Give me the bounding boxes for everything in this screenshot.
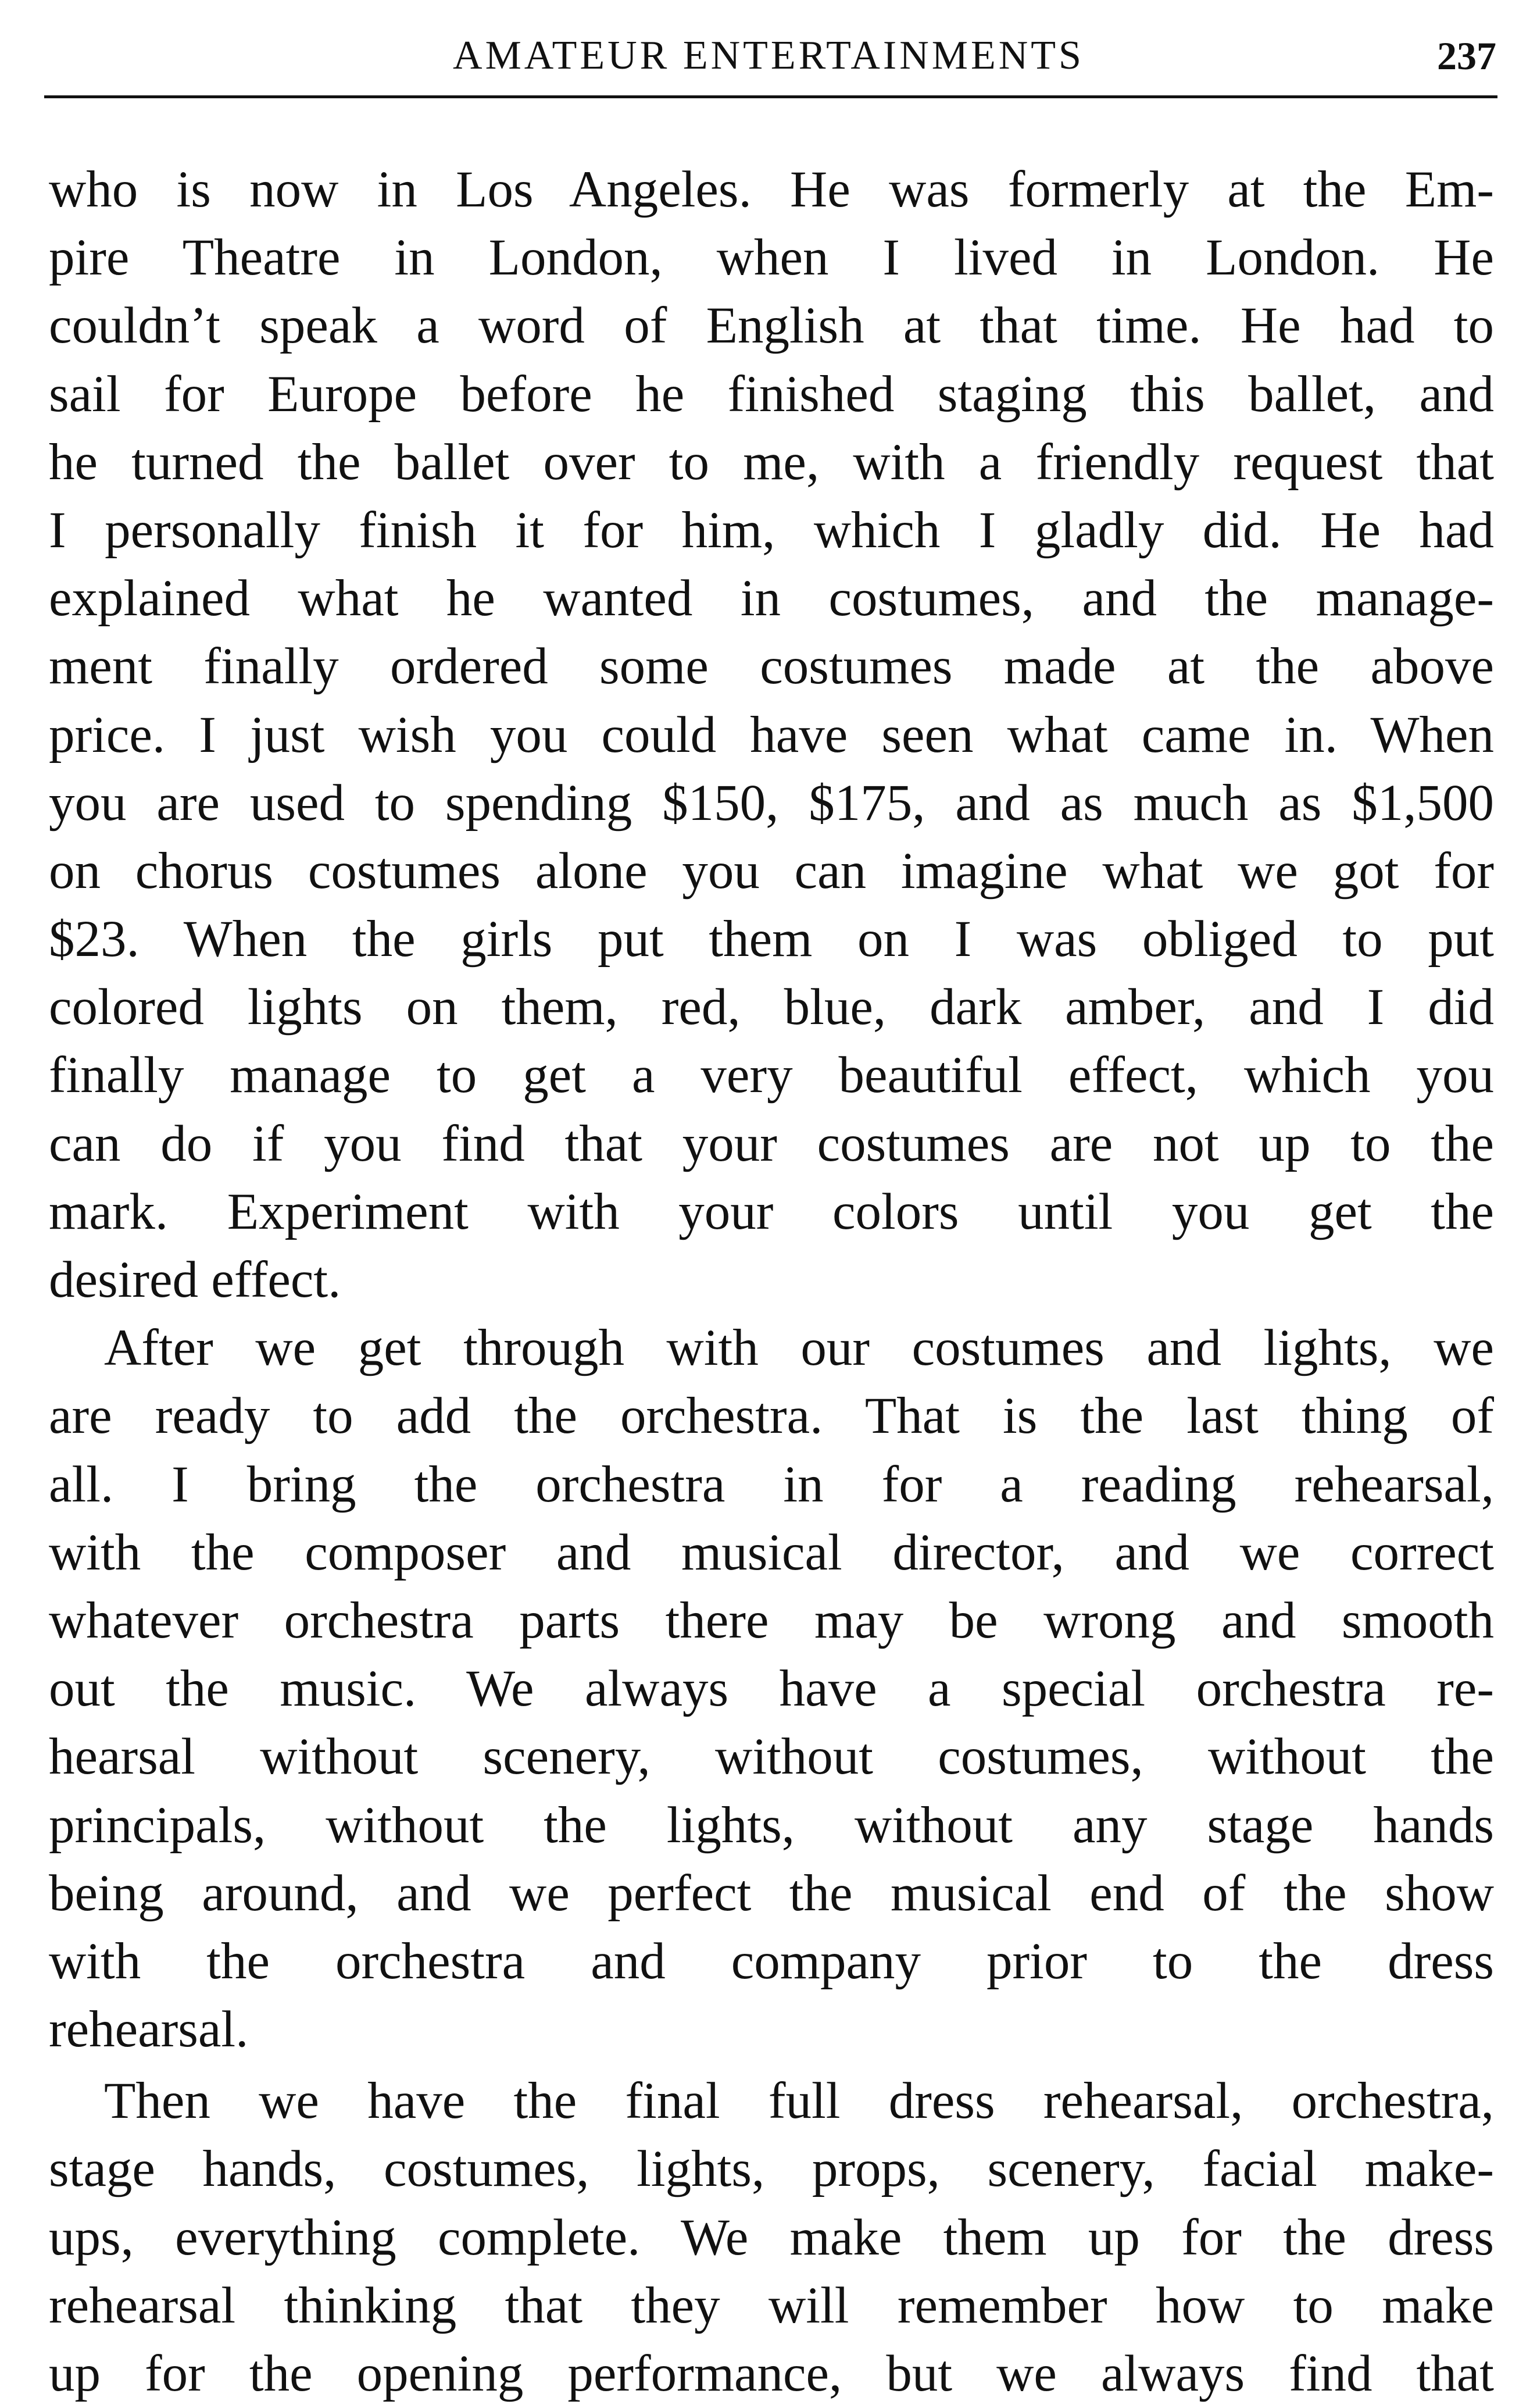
text-line: all. I bring the orchestra in for a reading rehearsal, — [49, 1455, 1494, 1513]
page-number: 237 — [1437, 34, 1496, 78]
text-line: on chorus costumes alone you can imagine what we got for — [49, 842, 1494, 900]
text-line: can do if you find that your costumes are not up to the — [49, 1115, 1494, 1172]
text-line: stage hands, costumes, lights, props, scenery, facial make- — [49, 2141, 1494, 2198]
body-text — [49, 156, 1494, 2408]
text-line: ups, everything complete. We make them up for the dress — [49, 2209, 1494, 2266]
text-line: $23. When the girls put them on I was obliged to put — [49, 911, 1494, 968]
text-line: couldn’t speak a word of English at that time. He had to — [49, 297, 1494, 355]
text-line: sail for Europe before he finished staging this ballet, and — [49, 365, 1494, 423]
text-line: up for the opening performance, but we always find that — [49, 2345, 1494, 2402]
text-line: Then we have the final full dress rehearsal, orchestra, — [104, 2072, 1494, 2130]
paragraph-3 — [49, 2067, 1494, 2408]
running-head — [41, 16, 1496, 86]
text-line: principals, without the lights, without any stage hands — [49, 1796, 1494, 1854]
running-title: AMATEUR ENTERTAINMENTS — [453, 33, 1084, 78]
text-line: ment finally ordered some costumes made at the above — [49, 638, 1494, 695]
text-line: he turned the ballet over to me, with a friendly request that — [49, 433, 1494, 491]
text-line: rehearsal. — [49, 2001, 249, 2059]
text-line: price. I just wish you could have seen what came in. When — [49, 706, 1494, 764]
text-line: being around, and we perfect the musical end of the show — [49, 1864, 1494, 1922]
header-rule — [44, 95, 1497, 98]
text-line: with the orchestra and company prior to the dress — [49, 1932, 1494, 1990]
text-line: out the music. We always have a special orchestra re- — [49, 1660, 1494, 1718]
text-line: colored lights on them, red, blue, dark amber, and I did — [49, 979, 1494, 1036]
text-line: hearsal without scenery, without costumes, without the — [49, 1728, 1494, 1786]
text-line: finally manage to get a very beautiful effect, which you — [49, 1047, 1494, 1104]
text-line: whatever orchestra parts there may be wrong and smooth — [49, 1592, 1494, 1649]
text-line: After we get through with our costumes and lights, we — [104, 1319, 1494, 1377]
paragraph-2 — [49, 1314, 1494, 2064]
text-line: with the composer and musical director, and we correct — [49, 1524, 1494, 1581]
text-line: pire Theatre in London, when I lived in London. He — [49, 229, 1494, 287]
text-line: explained what he wanted in costumes, and the manage- — [49, 570, 1494, 627]
text-line: you are used to spending $150, $175, and as much as $1,500 — [49, 774, 1494, 832]
text-line: mark. Experiment with your colors until you get the — [49, 1183, 1494, 1240]
text-line: I personally finish it for him, which I gladly did. He had — [49, 501, 1494, 559]
text-line: desired effect. — [49, 1251, 341, 1308]
text-line: are ready to add the orchestra. That is the last thing of — [49, 1387, 1494, 1445]
text-line: rehearsal thinking that they will remember how to make — [49, 2277, 1494, 2334]
paragraph-1 — [49, 156, 1494, 1314]
text-line: who is now in Los Angeles. He was formerly at the Em- — [49, 161, 1494, 218]
